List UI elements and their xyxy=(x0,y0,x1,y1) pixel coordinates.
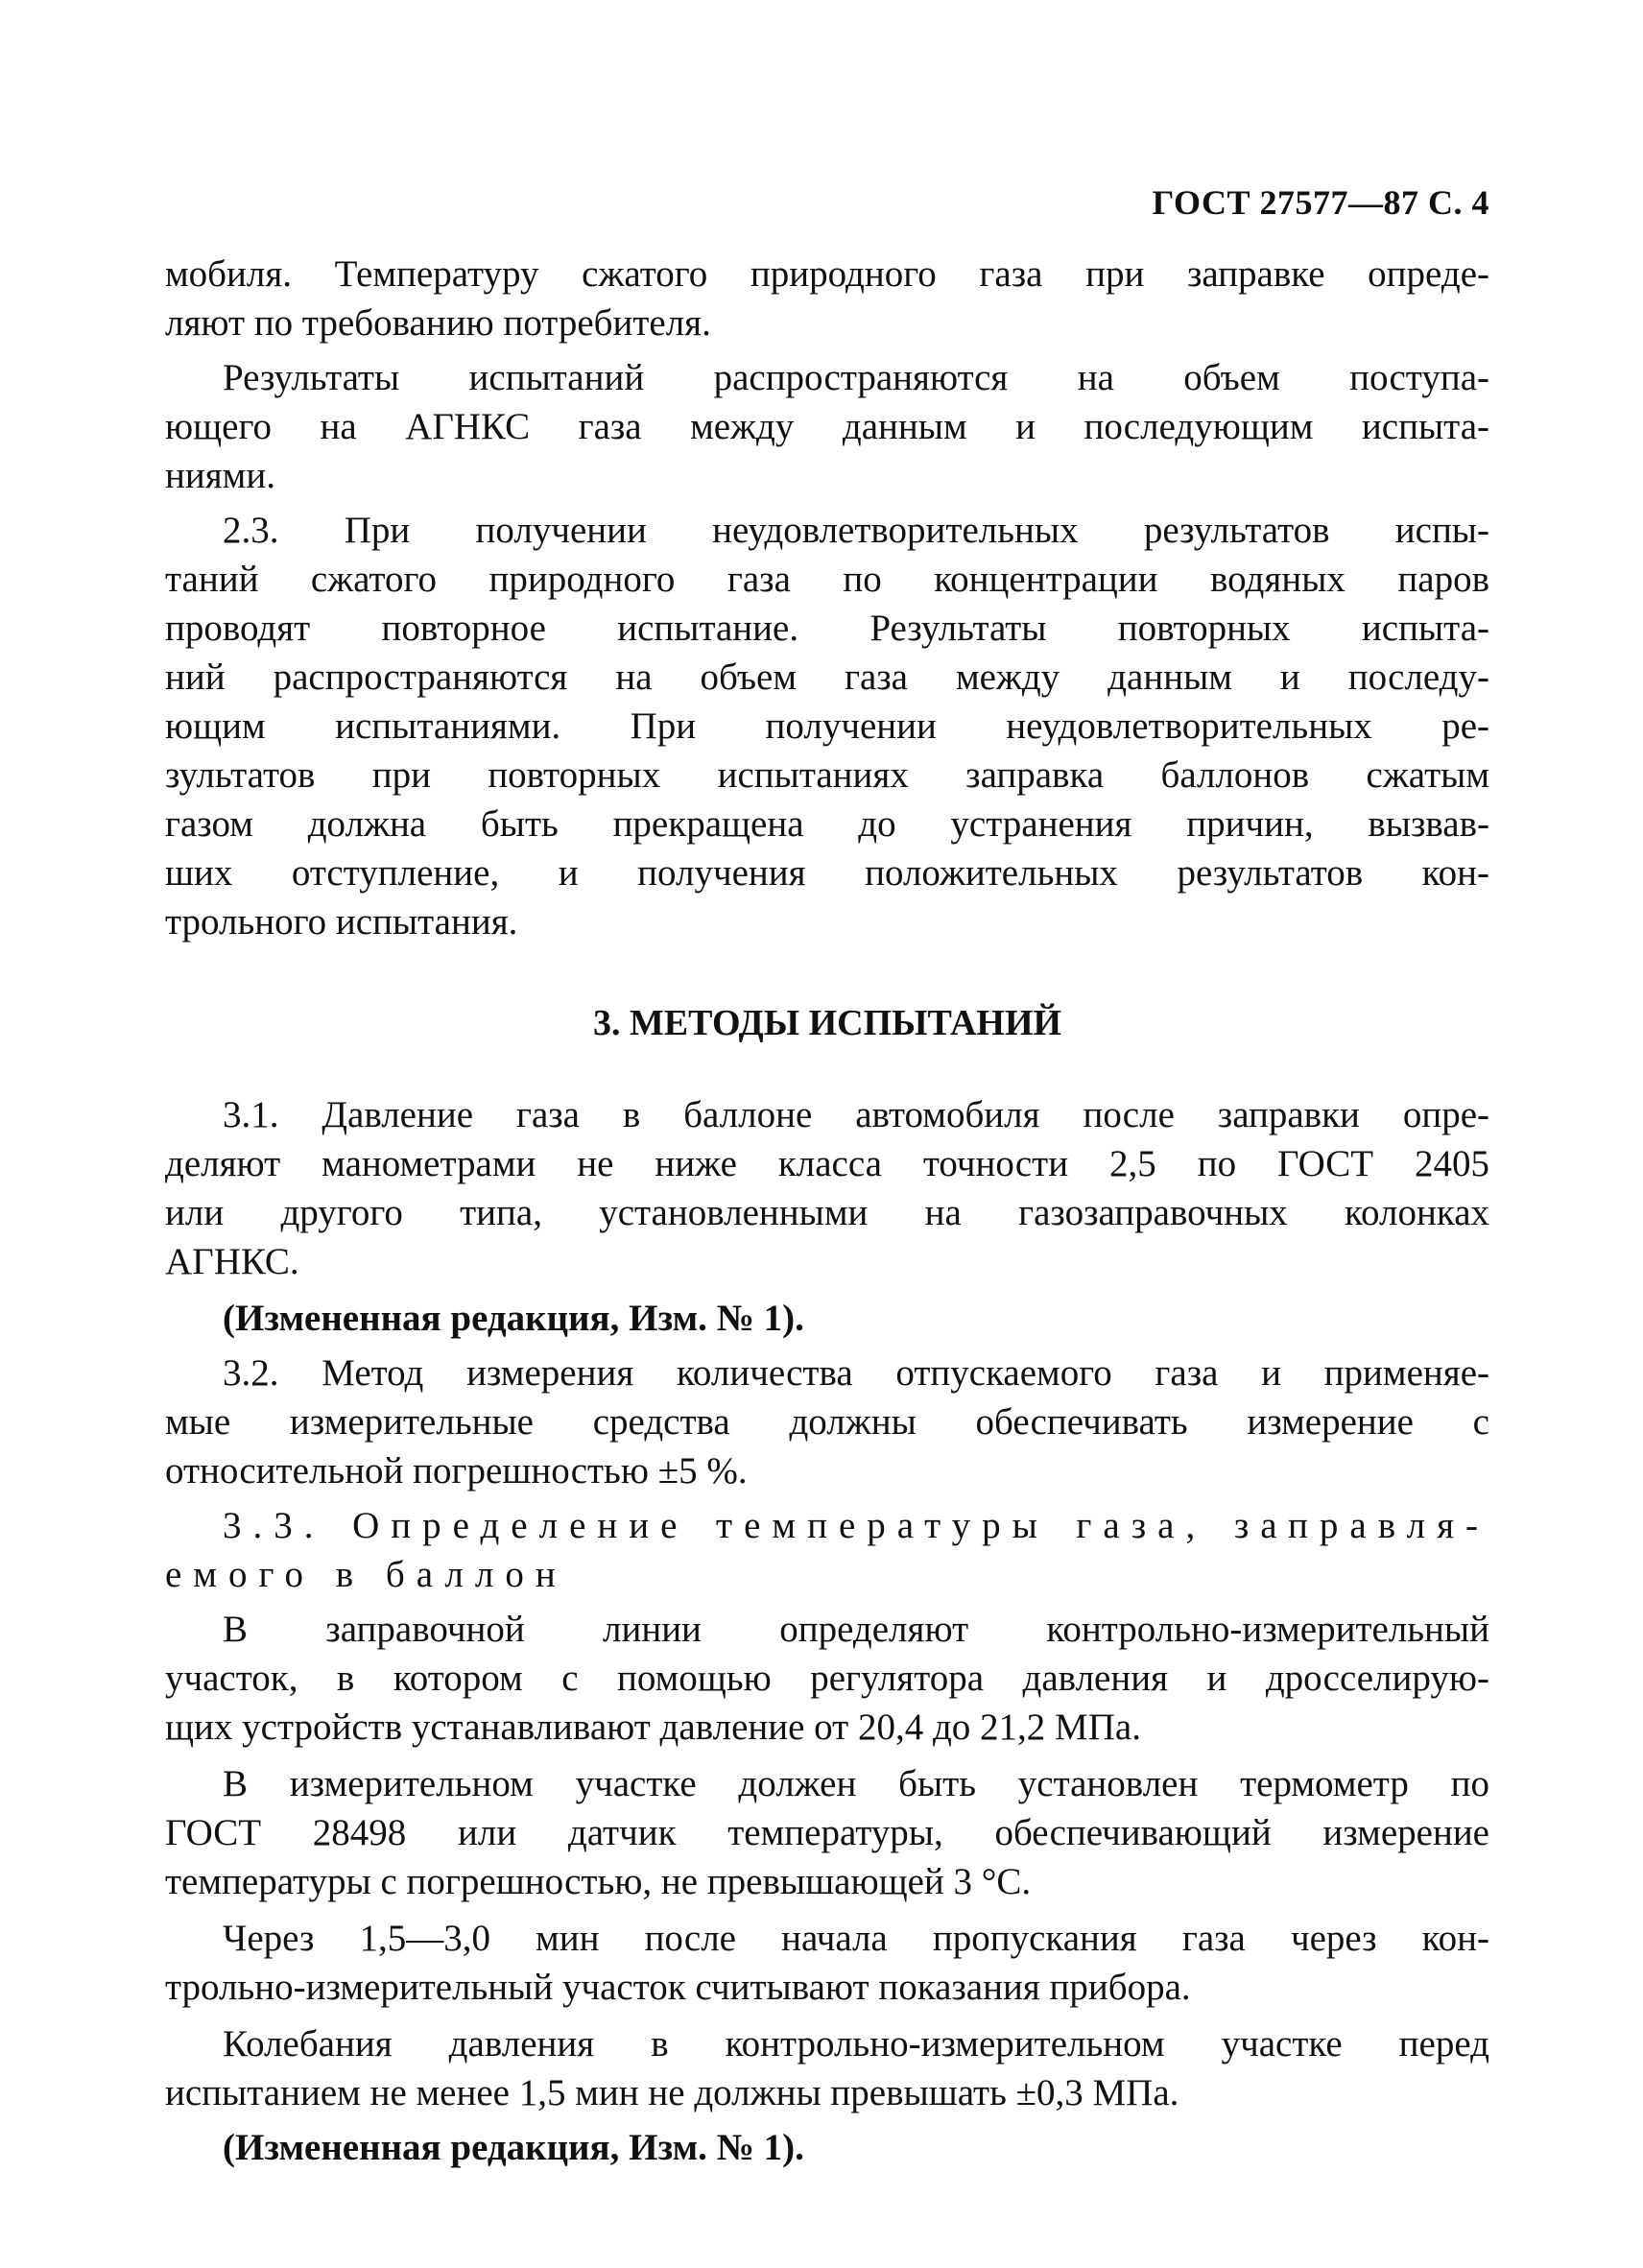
paragraph-3-2 xyxy=(165,1349,1489,1495)
text-line: ляют по требованию потребителя. xyxy=(165,302,711,344)
text-line: температуры с погрешностью, не превышающей 3 °С. xyxy=(165,1861,1032,1902)
document-page xyxy=(165,182,1489,2172)
text-line: зультатов при повторных испытаниях заправка баллонов сжатым xyxy=(165,754,1489,796)
text-line: 3.2. Метод измерения количества отпускаемого газа и применяе- xyxy=(223,1352,1489,1394)
text-line: относительной погрешностью ±5 %. xyxy=(165,1450,748,1492)
text-line: Колебания давления в контрольно-измерительном участке перед xyxy=(223,2023,1489,2065)
text-line: 3.3. Определение температуры газа, заправля- xyxy=(223,1505,1489,1546)
text-line: таний сжатого природного газа по концентрации водяных паров xyxy=(165,559,1489,600)
text-line: емого в баллон xyxy=(165,1554,567,1595)
paragraph-3-3-reading xyxy=(165,1914,1489,2012)
amendment-note: (Измененная редакция, Изм. № 1). xyxy=(223,2127,804,2168)
text-line: мобиля. Температуру сжатого природного газа при заправке опреде- xyxy=(165,253,1489,295)
text-line: 3.1. Давление газа в баллоне автомобиля после заправки опре- xyxy=(223,1094,1489,1135)
text-line: проводят повторное испытание. Результаты повторных испыта- xyxy=(165,608,1489,649)
text-line: деляют манометрами не ниже класса точности 2,5 по ГОСТ 2405 xyxy=(165,1143,1489,1184)
text-line: щих устройств устанавливают давление от 20,4 до 21,2 МПа. xyxy=(165,1707,1141,1748)
text-line: испытанием не менее 1,5 мин не должны превышать ±0,3 МПа. xyxy=(165,2072,1179,2113)
paragraph-gas-temperature xyxy=(165,250,1489,347)
text-line: В измерительном участке должен быть установлен термометр по xyxy=(223,1763,1489,1804)
text-line: 2.3. При получении неудовлетворительных результатов испы- xyxy=(223,510,1489,551)
text-line: газом должна быть прекращена до устранения причин, вызвав- xyxy=(165,803,1489,845)
text-line: ниями. xyxy=(165,455,275,496)
text-line: Результаты испытаний распространяются на объем поступа- xyxy=(223,357,1489,398)
text-line: ГОСТ 28498 или датчик температуры, обеспечивающий измерение xyxy=(165,1812,1489,1853)
amendment-note: (Измененная редакция, Изм. № 1). xyxy=(223,1298,804,1339)
text-line: участок, в котором с помощью регулятора давления и дросселирую- xyxy=(165,1658,1489,1699)
paragraph-3-3-thermometer xyxy=(165,1759,1489,1906)
text-line: АГНКС. xyxy=(165,1241,299,1282)
text-line: Через 1,5—3,0 мин после начала пропускания газа через кон- xyxy=(223,1918,1489,1959)
text-line: или другого типа, установленными на газозаправочных колонках xyxy=(165,1192,1489,1233)
text-line: ющим испытаниями. При получении неудовлетворительных ре- xyxy=(165,705,1489,747)
page-header: ГОСТ 27577—87 С. 4 xyxy=(1152,183,1489,222)
text-line: ющего на АГНКС газа между данным и последующим испыта- xyxy=(165,406,1489,447)
text-line: ших отступление, и получения положительных результатов кон- xyxy=(165,852,1489,894)
paragraph-3-3-heading xyxy=(165,1501,1489,1599)
paragraph-3-3-pressure xyxy=(165,2019,1489,2117)
text-line: трольно-измерительный участок считывают показания прибора. xyxy=(165,1967,1191,2008)
paragraph-test-results-scope xyxy=(165,353,1489,500)
paragraph-2-3 xyxy=(165,506,1489,946)
text-line: ний распространяются на объем газа между данным и последу- xyxy=(165,657,1489,698)
paragraph-3-1 xyxy=(165,1090,1489,1286)
paragraph-3-3-section xyxy=(165,1605,1489,1752)
text-line: В заправочной линии определяют контрольно-измерительный xyxy=(223,1609,1489,1650)
section-title: 3. МЕТОДЫ ИСПЫТАНИЙ xyxy=(592,1003,1062,1043)
text-line: трольного испытания. xyxy=(165,901,518,943)
text-line: мые измерительные средства должны обеспечивать измерение с xyxy=(165,1401,1489,1443)
